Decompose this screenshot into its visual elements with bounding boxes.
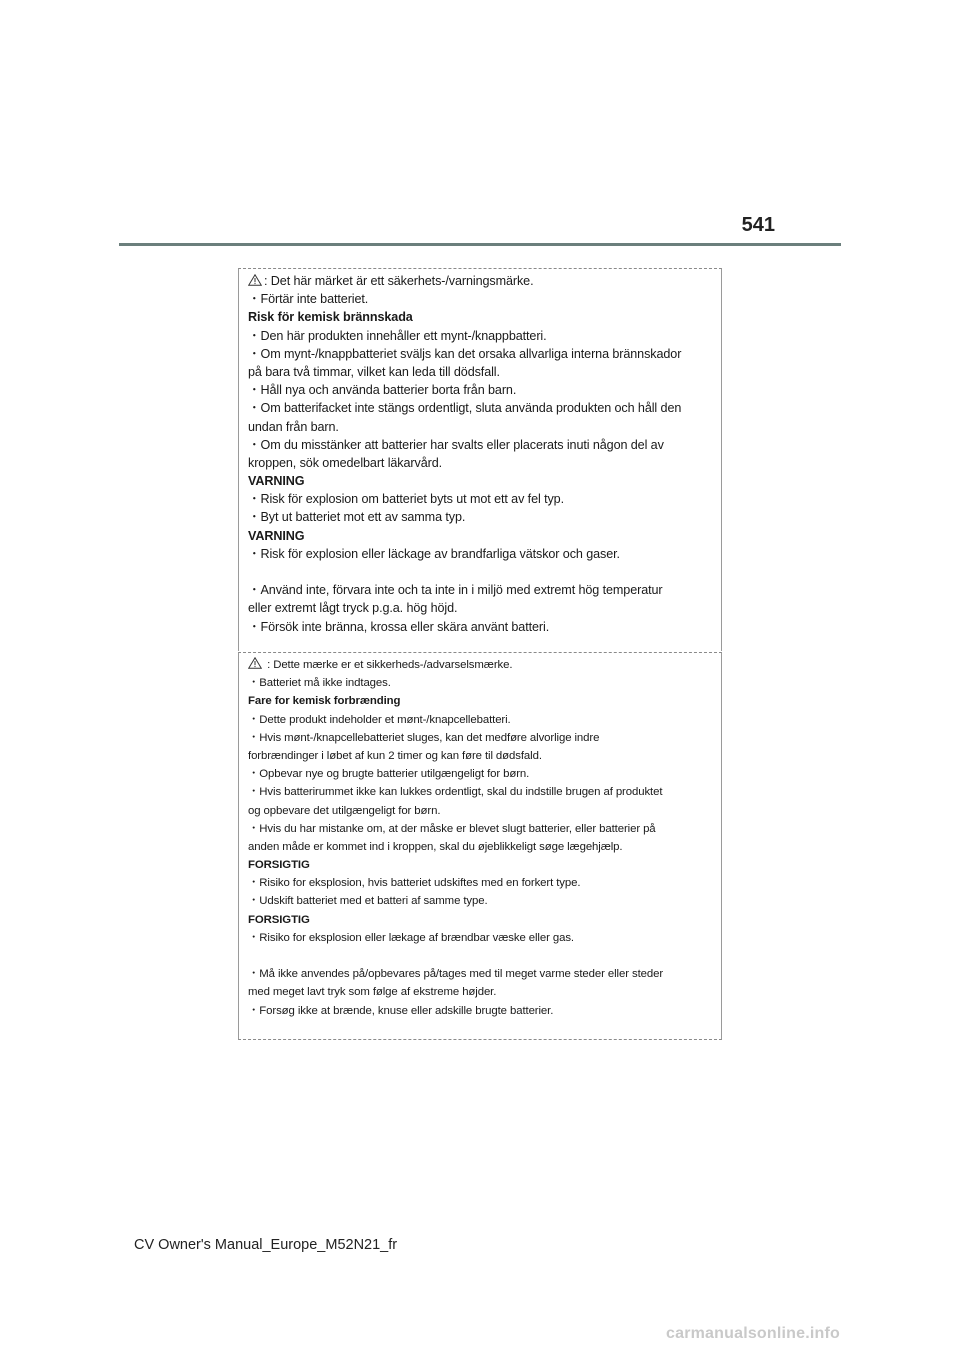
- header-rule: [119, 243, 841, 246]
- danish-line: ・Dette produkt indeholder et mønt-/knapcellebatteri.: [248, 713, 511, 726]
- swedish-warning-text: [248, 272, 718, 636]
- swedish-title-line: [248, 272, 718, 290]
- watermark: carmanualsonline.info: [666, 1325, 841, 1342]
- danish-line: ・Batteriet må ikke indtages.: [248, 677, 391, 690]
- swedish-line: Risk för kemisk brännskada: [248, 310, 413, 325]
- swedish-line: ・Försök inte bränna, krossa eller skära använt batteri.: [248, 619, 550, 634]
- warning-triangle-icon: [248, 274, 262, 286]
- swedish-line: ・Håll nya och använda batterier borta från barn.: [248, 383, 517, 398]
- danish-line: ・Opbevar nye og brugte batterier utilgængeligt for børn.: [248, 768, 530, 781]
- danish-line: anden måde er kommet ind i kroppen, skal du øjeblikkeligt søge lægehjælp.: [248, 840, 623, 853]
- swedish-line: ・Risk för explosion eller läckage av brandfarliga vätskor och gaser.: [248, 546, 620, 561]
- swedish-line: ・Om batterifacket inte stängs ordentligt, sluta använda produkten och håll den: [248, 401, 682, 416]
- danish-line: FORSIGTIG: [248, 913, 310, 926]
- danish-warning-text: [248, 656, 718, 1020]
- swedish-line: ・Om du misstänker att batterier har svalts eller placerats inuti någon del av: [248, 437, 664, 452]
- swedish-line: VARNING: [248, 474, 305, 489]
- danish-line: Fare for kemisk forbrænding: [248, 695, 401, 708]
- swedish-line: [248, 563, 718, 581]
- swedish-line: undan från barn.: [248, 419, 339, 434]
- swedish-line: VARNING: [248, 528, 305, 543]
- danish-line: ・Risiko for eksplosion, hvis batteriet udskiftes med en forkert type.: [248, 877, 581, 890]
- swedish-line: ・Förtär inte batteriet.: [248, 292, 369, 307]
- danish-line: ・Hvis batterirummet ikke kan lukkes ordentligt, skal du indstille brugen af produktet: [248, 786, 663, 799]
- danish-line: forbrændinger i løbet af kun 2 timer og kan føre til dødsfald.: [248, 749, 542, 762]
- swedish-line: kroppen, sök omedelbart läkarvård.: [248, 455, 443, 470]
- swedish-title-text: : Det här märket är ett säkerhets-/varningsmärke.: [264, 274, 534, 288]
- danish-line: med meget lavt tryk som følge af ekstreme højder.: [248, 986, 497, 999]
- danish-title-text: : Dette mærke er et sikkerheds-/advarselsmærke.: [264, 659, 513, 671]
- danish-line: ・Hvis mønt-/knapcellebatteriet sluges, kan det medføre alvorlige indre: [248, 731, 600, 744]
- danish-title-line: [248, 656, 718, 674]
- danish-line: FORSIGTIG: [248, 859, 310, 872]
- danish-line: ・Forsøg ikke at brænde, knuse eller adskille brugte batterier.: [248, 1004, 554, 1017]
- danish-line: ・Hvis du har mistanke om, at der måske er blevet slugt batterier, eller batterier på: [248, 822, 656, 835]
- swedish-line: eller extremt lågt tryck p.g.a. hög höjd.: [248, 601, 458, 616]
- swedish-lines: [248, 290, 718, 636]
- swedish-line: på bara två timmar, vilket kan leda till dödsfall.: [248, 364, 500, 379]
- swedish-line: ・Byt ut batteriet mot ett av samma typ.: [248, 510, 466, 525]
- footer-manual-id: CV Owner's Manual_Europe_M52N21_fr: [134, 1237, 398, 1253]
- swedish-line: ・Den här produkten innehåller ett mynt-/knappbatteri.: [248, 328, 547, 343]
- danish-line: og opbevare det utilgængeligt for børn.: [248, 804, 441, 817]
- swedish-line: ・Om mynt-/knappbatteriet sväljs kan det orsaka allvarliga interna brännskador: [248, 346, 682, 361]
- danish-line: ・Risiko for eksplosion eller lækage af brændbar væske eller gas.: [248, 931, 574, 944]
- danish-line: ・Udskift batteriet med et batteri af samme type.: [248, 895, 488, 908]
- swedish-line: ・Risk för explosion om batteriet byts ut mot ett av fel typ.: [248, 492, 564, 507]
- swedish-line: ・Använd inte, förvara inte och ta inte in i miljö med extremt hög temperatur: [248, 583, 663, 598]
- danish-line: ・Må ikke anvendes på/opbevares på/tages med til meget varme steder eller steder: [248, 968, 664, 981]
- danish-lines: [248, 674, 718, 1020]
- danish-line: [248, 947, 718, 965]
- warning-triangle-icon: [248, 657, 262, 669]
- page-number: 541: [741, 214, 775, 236]
